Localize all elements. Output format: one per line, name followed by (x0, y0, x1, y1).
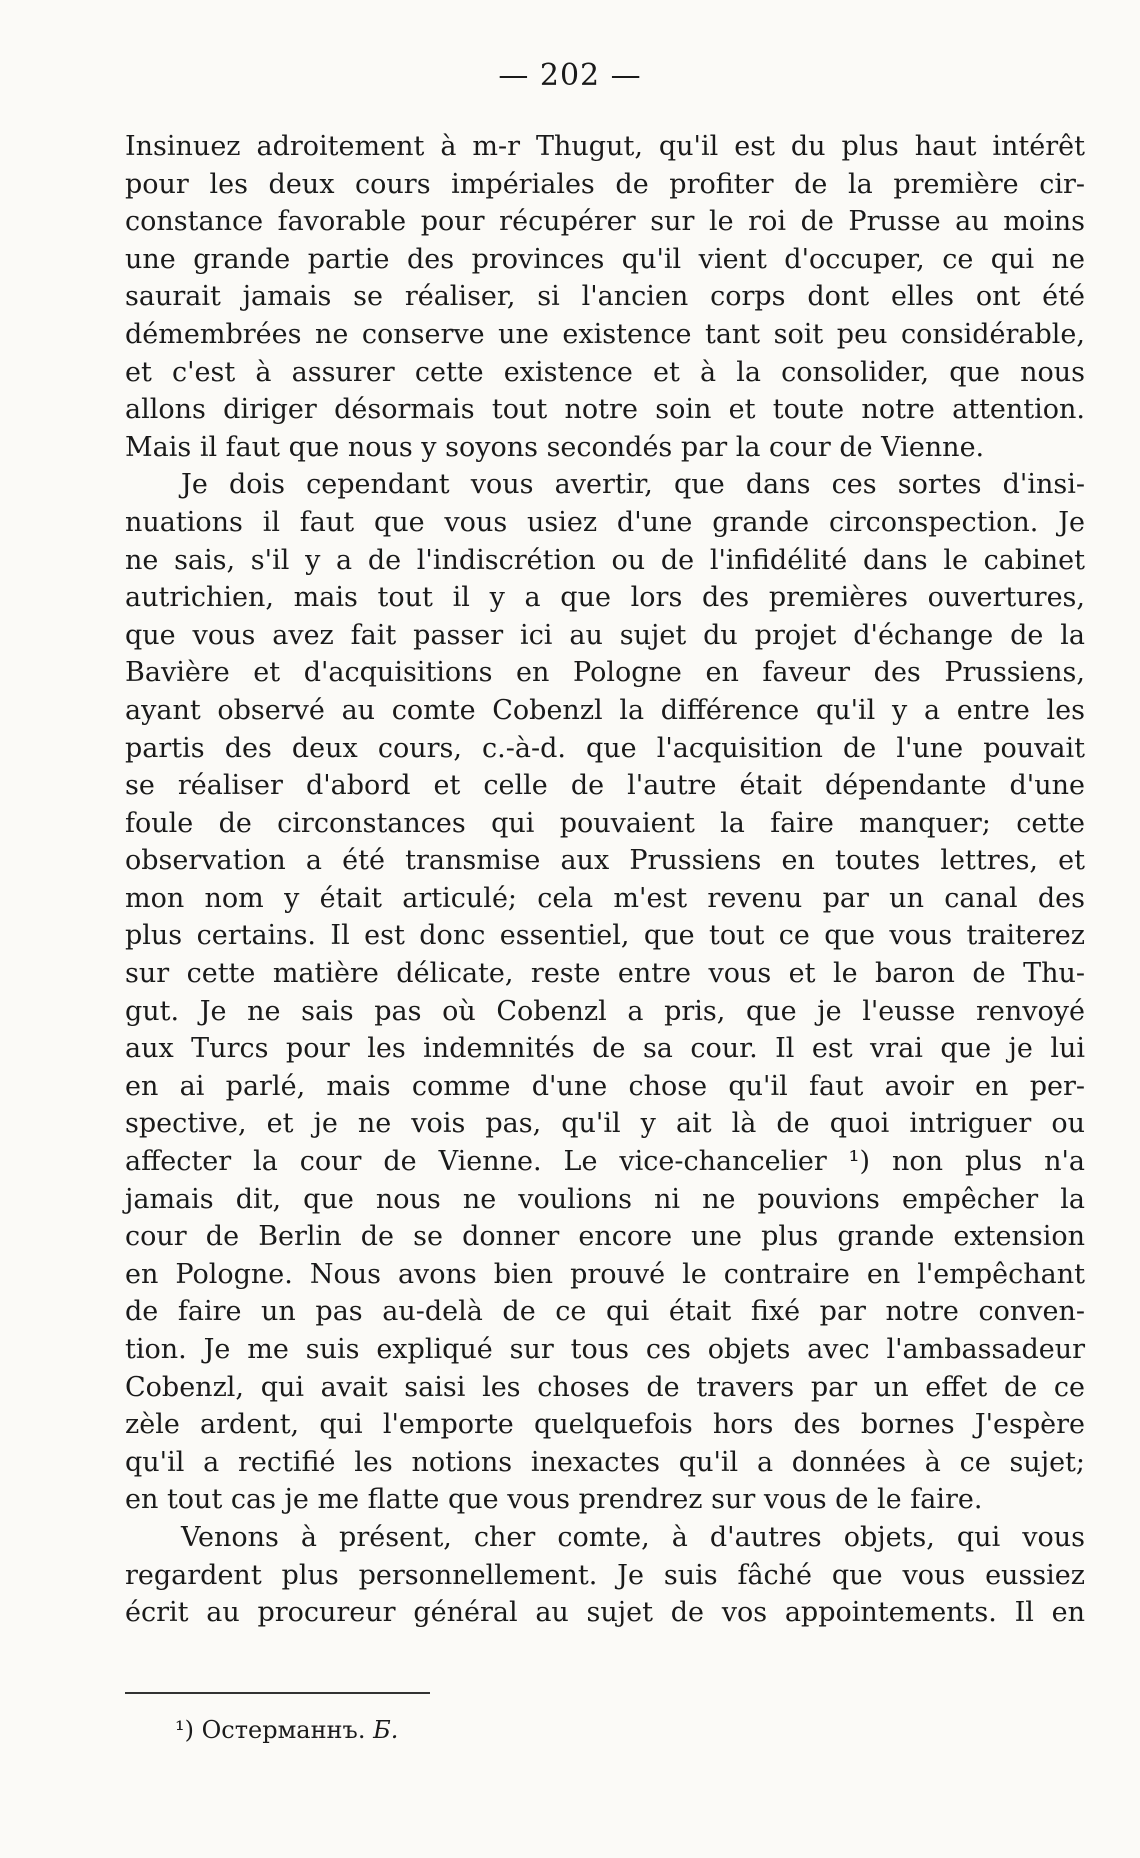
text-line: qu'il a rectifié les notions inexactes qu'il a données à ce sujet; (125, 1446, 1085, 1478)
text-line: constance favorable pour récupérer sur le roi de Prusse au moins (125, 206, 1085, 238)
text-line: allons diriger désormais tout notre soin et toute notre attention. (125, 394, 1085, 426)
footnote-divider (125, 1692, 430, 1694)
text-line: aux Turcs pour les indemnités de sa cour. Il est vrai que je lui (125, 1033, 1085, 1065)
text-line: sur cette matière délicate, reste entre vous et le baron de Thu- (125, 958, 1085, 990)
text-line: gut. Je ne sais pas où Cobenzl a pris, que je l'eusse renvoyé (125, 995, 1085, 1027)
text-line: spective, et je ne vois pas, qu'il y ait là de quoi intriguer ou (125, 1108, 1085, 1140)
text-line: pour les deux cours impériales de profiter de la première cir- (125, 168, 1085, 200)
text-line: écrit au procureur général au sujet de vos appointements. Il en (125, 1597, 1085, 1629)
text-line: Cobenzl, qui avait saisi les choses de travers par un effet de ce (125, 1371, 1085, 1403)
page-number: — 202 — (498, 58, 642, 93)
text-line: en Pologne. Nous avons bien prouvé le contraire en l'empêchant (125, 1258, 1085, 1290)
footnote-text: Остерманнъ. (201, 1716, 366, 1744)
footnote-signature: Б. (373, 1716, 399, 1744)
text-line: regardent plus personnellement. Je suis fâché que vous eussiez (125, 1559, 1085, 1591)
text-line: Je dois cependant vous avertir, que dans ces sortes d'insi- (181, 469, 1085, 501)
text-line: Insinuez adroitement à m-r Thugut, qu'il est du plus haut intérêt (125, 131, 1085, 162)
text-line: une grande partie des provinces qu'il vient d'occuper, ce qui ne (125, 243, 1085, 275)
text-line: Venons à présent, cher comte, à d'autres objets, qui vous (181, 1521, 1085, 1553)
text-line: saurait jamais se réaliser, si l'ancien corps dont elles ont été (125, 281, 1085, 313)
text-line: tion. Je me suis expliqué sur tous ces objets avec l'ambassadeur (125, 1334, 1085, 1365)
text-line: que vous avez fait passer ici au sujet du projet d'échange de la (125, 619, 1085, 651)
text-line: plus certains. Il est donc essentiel, que tout ce que vous traiterez (125, 920, 1085, 952)
text-line: zèle ardent, qui l'emporte quelquefois hors des bornes J'espère (125, 1409, 1085, 1441)
text-line: ne sais, s'il y a de l'indiscrétion ou de l'infidélité dans le cabinet (125, 544, 1085, 576)
text-line: foule de circonstances qui pouvaient la faire manquer; cette (125, 807, 1085, 839)
text-line: Mais il faut que nous y soyons secondés par la cour de Vienne. (125, 431, 985, 463)
text-line: partis des deux cours, c.-à-d. que l'acquisition de l'une pouvait (125, 732, 1085, 764)
text-line: nuations il faut que vous usiez d'une grande circonspection. Je (125, 506, 1085, 538)
text-line: et c'est à assurer cette existence et à la consolider, que nous (125, 356, 1085, 388)
text-line: Bavière et d'acquisitions en Pologne en faveur des Prussiens, (125, 657, 1085, 689)
text-line: en tout cas je me flatte que vous prendrez sur vous de le faire. (125, 1484, 983, 1516)
body-text (125, 128, 1085, 1632)
text-line: de faire un pas au-delà de ce qui était fixé par notre conven- (125, 1296, 1085, 1328)
footnote (175, 1714, 398, 1746)
text-line: mon nom y était articulé; cela m'est revenu par un canal des (125, 882, 1085, 914)
text-line: se réaliser d'abord et celle de l'autre était dépendante d'une (125, 770, 1085, 802)
text-line: démembrées ne conserve une existence tant soit peu considérable, (125, 318, 1085, 350)
text-line: observation a été transmise aux Prussiens en toutes lettres, et (125, 845, 1085, 877)
text-line: affecter la cour de Vienne. Le vice-chancelier ¹) non plus n'a (125, 1146, 1085, 1178)
text-line: jamais dit, que nous ne voulions ni ne pouvions empêcher la (125, 1183, 1085, 1215)
text-line: cour de Berlin de se donner encore une plus grande extension (125, 1221, 1085, 1253)
footnote-marker: ¹) (175, 1716, 194, 1744)
text-line: en ai parlé, mais comme d'une chose qu'il faut avoir en per- (125, 1070, 1085, 1102)
text-line: ayant observé au comte Cobenzl la différence qu'il y a entre les (125, 694, 1085, 726)
text-line: autrichien, mais tout il y a que lors des premières ouvertures, (125, 582, 1085, 614)
